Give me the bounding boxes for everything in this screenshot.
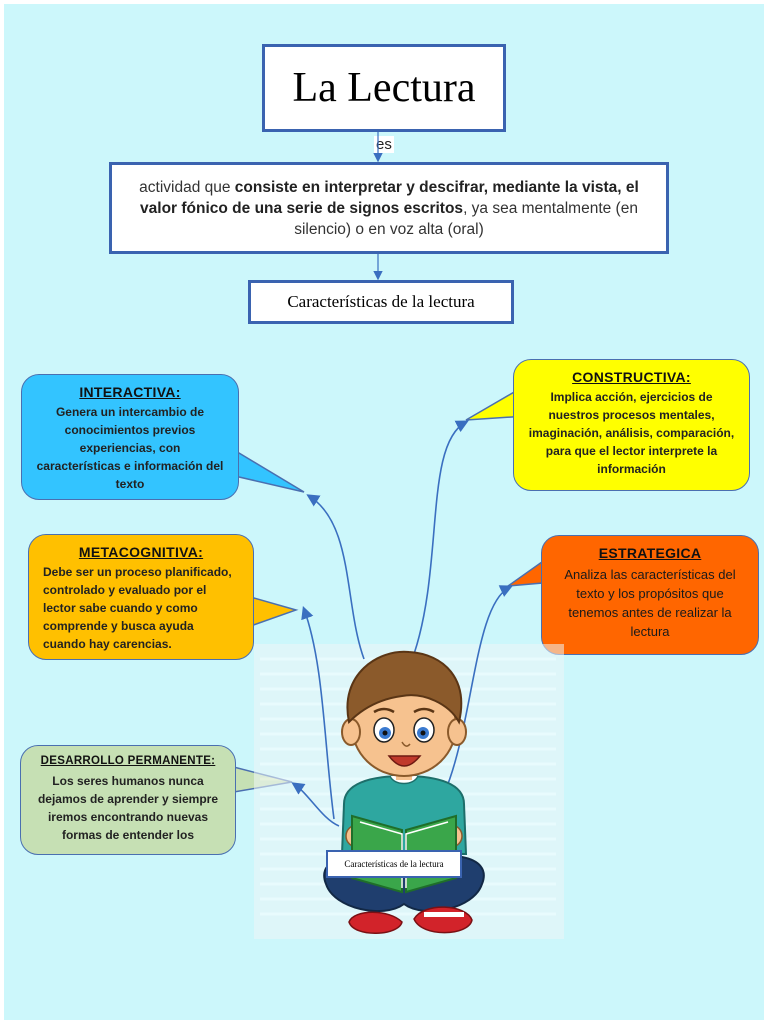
characteristics-title: Características de la lectura xyxy=(287,292,475,311)
arrow-to-interactiva xyxy=(309,496,364,659)
callout-heading: DESARROLLO PERMANENTE: xyxy=(40,755,216,767)
definition-part1: actividad que xyxy=(139,178,235,196)
callout-text: Analiza las características del texto y los propósitos que tenemos antes de realizar la lectura xyxy=(564,567,736,639)
callout-text: Implica acción, ejercicios de nuestros procesos mentales, imaginación, análisis, comparación, para que el lector interprete la información xyxy=(528,390,735,476)
diagram-canvas xyxy=(4,4,764,1020)
definition-part2: , ya sea mentalmente (en silencio) o en voz alta (oral) xyxy=(294,199,638,238)
book-label xyxy=(326,850,462,878)
callout-heading: METACOGNITIVA: xyxy=(78,544,204,560)
callout-text: Genera un intercambio de conocimientos previos experiencias, con características e información del texto xyxy=(36,405,224,491)
connector-label: es xyxy=(376,136,392,153)
boy-reading-book-icon xyxy=(324,652,484,934)
callout-heading: INTERACTIVA: xyxy=(79,384,181,400)
book-label-text: Características de la lectura xyxy=(344,859,444,869)
arrow-to-constructiva xyxy=(414,422,466,654)
definition-bold: consiste en interpretar y descifrar, mediante la vista, el valor fónico de una serie de signos escritos xyxy=(140,178,639,217)
callout-heading: ESTRATEGICA xyxy=(598,545,702,561)
page-title: La Lectura xyxy=(292,65,476,111)
callout-heading: CONSTRUCTIVA: xyxy=(572,369,691,385)
callout-text: Los seres humanos nunca dejamos de aprender y siempre iremos encontrando nuevas formas de entender los xyxy=(37,774,219,842)
callout-text: Debe ser un proceso planificado, controlado y evaluado por el lector sabe cuando y como comprende y busca ayuda cuando hay carencias. xyxy=(43,565,232,651)
